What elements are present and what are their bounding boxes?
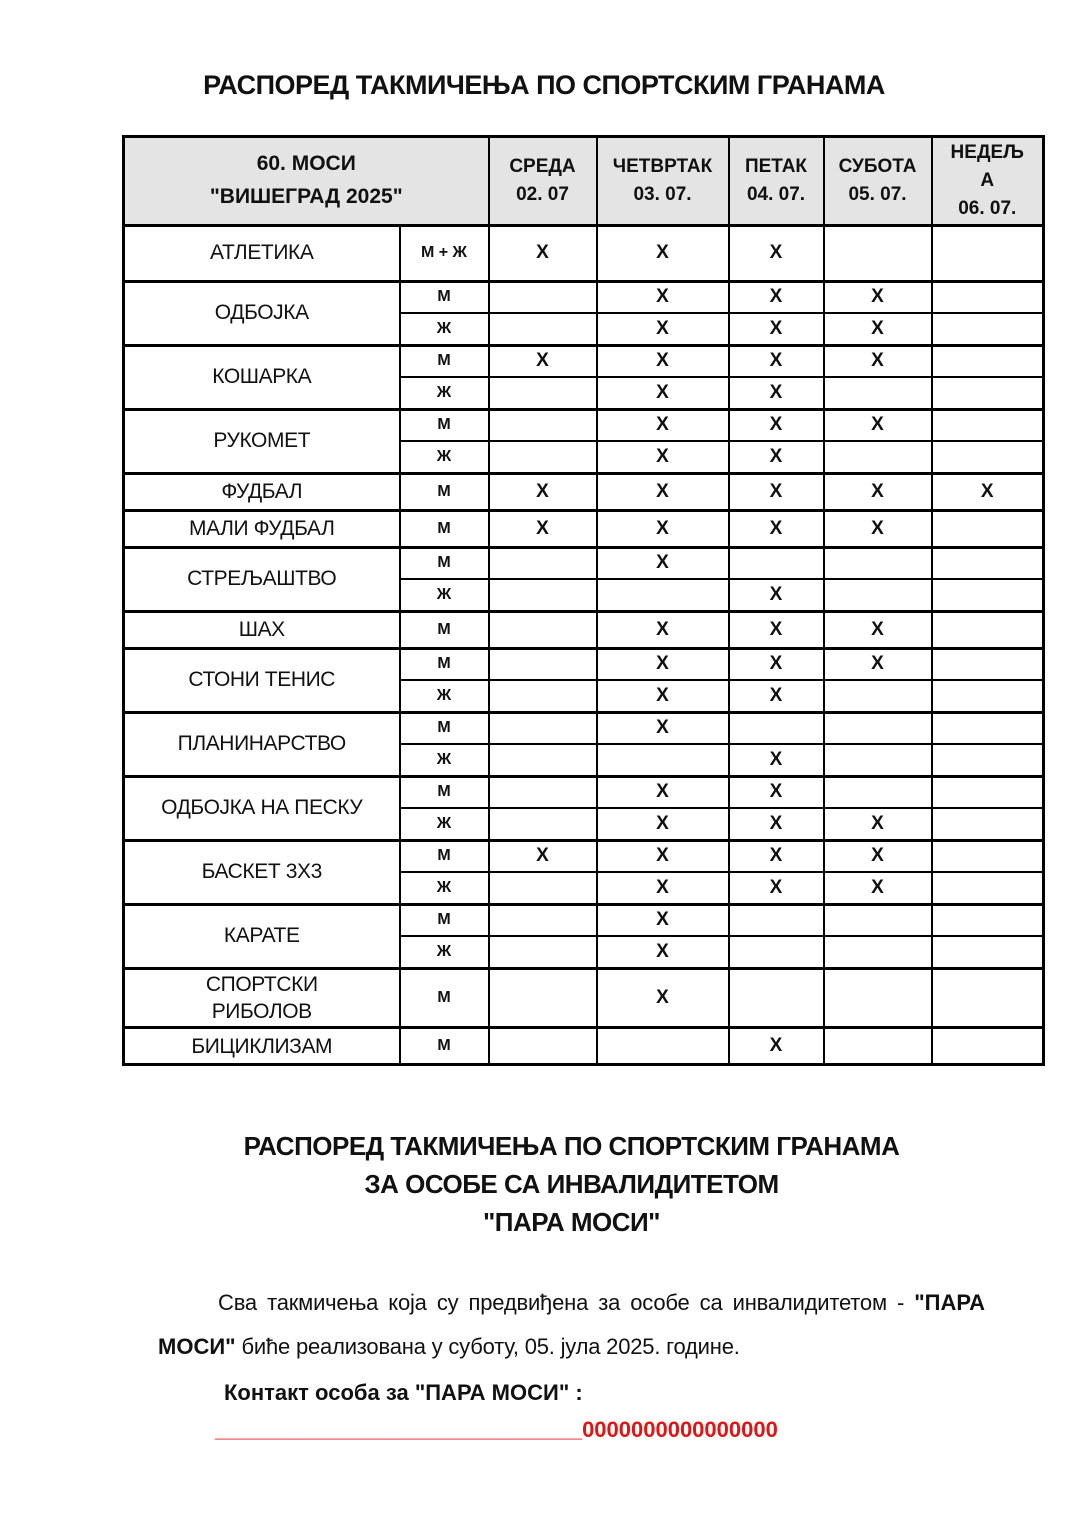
day-empty-cell	[932, 648, 1044, 680]
day-mark-cell: X	[597, 648, 729, 680]
day-empty-cell	[489, 281, 597, 313]
sport-row	[124, 611, 1044, 648]
day-empty-cell	[932, 968, 1044, 1028]
sport-name-line: СТРЕЉАШТВО	[187, 567, 337, 591]
day-mark-cell: X	[597, 409, 729, 441]
day-empty-cell	[824, 579, 932, 611]
day-empty-cell	[932, 547, 1044, 579]
sport-name-cell	[124, 968, 400, 1028]
day-mark-cell: X	[597, 441, 729, 473]
day-mark-cell: X	[824, 808, 932, 840]
day-mark-cell: X	[597, 547, 729, 579]
day-empty-cell	[824, 441, 932, 473]
day-header-saturday: СУБОТА 05. 07.	[824, 137, 932, 226]
day-mark-cell: X	[729, 225, 824, 281]
day-empty-cell	[932, 579, 1044, 611]
sport-name-cell	[124, 225, 400, 281]
day-empty-cell	[824, 936, 932, 968]
contact-person-label: Контакт особа за "ПАРА МОСИ" :	[224, 1380, 583, 1406]
day-empty-cell	[597, 744, 729, 776]
day-mark-cell: X	[729, 281, 824, 313]
gender-cell: М	[400, 547, 489, 579]
day-mark-cell: X	[729, 345, 824, 377]
day-mark-cell: X	[597, 680, 729, 712]
sport-row	[124, 648, 1044, 680]
sport-row	[124, 840, 1044, 872]
day-mark-cell: X	[597, 377, 729, 409]
day-mark-cell: X	[824, 611, 932, 648]
page-title: РАСПОРЕД ТАКМИЧЕЊА ПО СПОРТСКИМ ГРАНАМА	[203, 70, 885, 100]
day-empty-cell	[932, 840, 1044, 872]
day-mark-cell: X	[729, 840, 824, 872]
sport-name-cell	[124, 473, 400, 510]
day-empty-cell	[489, 441, 597, 473]
day-mark-cell: X	[597, 611, 729, 648]
sport-name-cell	[124, 904, 400, 968]
sport-row	[124, 968, 1044, 1028]
day-empty-cell	[489, 1028, 597, 1065]
day-mark-cell: X	[489, 473, 597, 510]
day-mark-cell: X	[597, 808, 729, 840]
sport-row	[124, 225, 1044, 281]
day-empty-cell	[824, 776, 932, 808]
day-mark-cell: X	[729, 648, 824, 680]
day-empty-cell	[824, 377, 932, 409]
sport-name-line: РИБОЛОВ	[211, 999, 312, 1023]
day-mark-cell: X	[729, 510, 824, 547]
gender-cell: М	[400, 904, 489, 936]
sport-name-cell	[124, 547, 400, 611]
day-header-thursday: ЧЕТВРТАК 03. 07.	[597, 137, 729, 226]
day-mark-cell: X	[729, 611, 824, 648]
section2-title-line3: "ПАРА МОСИ"	[482, 1206, 661, 1237]
day-empty-cell	[729, 547, 824, 579]
day-mark-cell: X	[729, 872, 824, 904]
sport-row	[124, 473, 1044, 510]
sport-name-line: МАЛИ ФУДБАЛ	[189, 516, 335, 540]
section2-title	[158, 1128, 985, 1241]
phone-zeros: 0000000000000000	[582, 1417, 778, 1443]
day-mark-cell: X	[824, 473, 932, 510]
day-empty-cell	[932, 409, 1044, 441]
day-mark-cell: X	[597, 904, 729, 936]
day-mark-cell: X	[597, 313, 729, 345]
gender-cell: Ж	[400, 377, 489, 409]
para-mosi-paragraph	[158, 1281, 985, 1369]
day-mark-cell: X	[597, 345, 729, 377]
day-mark-cell: X	[597, 473, 729, 510]
day-empty-cell	[932, 313, 1044, 345]
table-header	[124, 137, 1044, 226]
day-empty-cell	[489, 680, 597, 712]
day-empty-cell	[932, 377, 1044, 409]
day-empty-cell	[824, 712, 932, 744]
day-empty-cell	[932, 712, 1044, 744]
sport-row	[124, 1028, 1044, 1065]
gender-cell: М	[400, 776, 489, 808]
day-empty-cell	[597, 579, 729, 611]
day-mark-cell: X	[932, 473, 1044, 510]
section2-title-line2: ЗА ОСОБЕ СА ИНВАЛИДИТЕТОМ	[364, 1168, 779, 1199]
day-mark-cell: X	[729, 680, 824, 712]
day-mark-cell: X	[597, 281, 729, 313]
para-mosi-section	[158, 1128, 985, 1446]
day-empty-cell	[489, 744, 597, 776]
gender-cell: М	[400, 281, 489, 313]
gender-cell: М	[400, 345, 489, 377]
day-mark-cell: X	[489, 510, 597, 547]
day-empty-cell	[489, 409, 597, 441]
sport-name-cell	[124, 648, 400, 712]
event-title-cell	[124, 137, 489, 226]
day-empty-cell	[824, 904, 932, 936]
day-empty-cell	[729, 936, 824, 968]
day-empty-cell	[932, 744, 1044, 776]
event-title-line1: 60. МОСИ	[256, 152, 356, 176]
gender-cell: Ж	[400, 441, 489, 473]
sport-name-cell	[124, 345, 400, 409]
day-empty-cell	[489, 904, 597, 936]
day-mark-cell: X	[597, 968, 729, 1028]
day-mark-cell: X	[729, 473, 824, 510]
gender-cell: Ж	[400, 680, 489, 712]
day-mark-cell: X	[597, 872, 729, 904]
sport-row	[124, 510, 1044, 547]
day-empty-cell	[824, 968, 932, 1028]
gender-cell: М	[400, 1028, 489, 1065]
sport-name-line: СТОНИ ТЕНИС	[188, 668, 336, 692]
day-empty-cell	[824, 680, 932, 712]
paragraph-text-end: биће реализована у суботу, 05. јула 2025. године.	[235, 1334, 740, 1360]
day-empty-cell	[932, 345, 1044, 377]
day-empty-cell	[932, 680, 1044, 712]
day-empty-cell	[489, 936, 597, 968]
day-mark-cell: X	[729, 808, 824, 840]
sport-name-cell	[124, 510, 400, 547]
day-empty-cell	[489, 377, 597, 409]
sport-name-cell	[124, 409, 400, 473]
day-empty-cell	[932, 510, 1044, 547]
gender-cell: Ж	[400, 936, 489, 968]
sport-name-line: ШАХ	[238, 617, 285, 641]
sport-row	[124, 712, 1044, 744]
gender-cell: М + Ж	[400, 225, 489, 281]
sport-name-cell	[124, 1028, 400, 1065]
sport-row	[124, 409, 1044, 441]
day-empty-cell	[824, 225, 932, 281]
day-mark-cell: X	[729, 776, 824, 808]
day-empty-cell	[489, 579, 597, 611]
sport-row	[124, 904, 1044, 936]
day-mark-cell: X	[729, 313, 824, 345]
day-mark-cell: X	[597, 936, 729, 968]
event-title-line2: "ВИШЕГРАД 2025"	[209, 184, 403, 208]
day-empty-cell	[489, 872, 597, 904]
day-empty-cell	[824, 1028, 932, 1065]
contact-placeholder-line	[158, 1415, 985, 1446]
day-empty-cell	[932, 1028, 1044, 1065]
day-mark-cell: X	[824, 648, 932, 680]
gender-cell: М	[400, 712, 489, 744]
blank-underscores: ______________________________	[215, 1417, 583, 1443]
gender-cell: М	[400, 510, 489, 547]
gender-cell: М	[400, 968, 489, 1028]
day-empty-cell	[932, 808, 1044, 840]
day-mark-cell: X	[729, 409, 824, 441]
sport-name-line: ОДБОЈКА НА ПЕСКУ	[161, 796, 363, 820]
day-empty-cell	[932, 281, 1044, 313]
sport-name-line: КОШАРКА	[212, 365, 312, 389]
day-mark-cell: X	[824, 345, 932, 377]
day-empty-cell	[489, 712, 597, 744]
gender-cell: М	[400, 611, 489, 648]
day-mark-cell: X	[489, 225, 597, 281]
sport-name-cell	[124, 712, 400, 776]
day-empty-cell	[824, 744, 932, 776]
table-body	[124, 225, 1044, 1065]
day-mark-cell: X	[489, 345, 597, 377]
day-header-friday: ПЕТАК 04. 07.	[729, 137, 824, 226]
gender-cell: М	[400, 840, 489, 872]
day-empty-cell	[932, 872, 1044, 904]
gender-cell: Ж	[400, 872, 489, 904]
day-header-sunday: НЕДЕЉ А 06. 07.	[932, 137, 1044, 226]
gender-cell: Ж	[400, 744, 489, 776]
day-empty-cell	[932, 904, 1044, 936]
day-mark-cell: X	[729, 579, 824, 611]
day-mark-cell: X	[824, 840, 932, 872]
sport-row	[124, 547, 1044, 579]
day-empty-cell	[932, 225, 1044, 281]
day-empty-cell	[932, 936, 1044, 968]
gender-cell: М	[400, 473, 489, 510]
day-mark-cell: X	[489, 840, 597, 872]
day-empty-cell	[729, 904, 824, 936]
day-empty-cell	[932, 441, 1044, 473]
header-row	[124, 137, 1044, 226]
day-empty-cell	[597, 1028, 729, 1065]
sport-name-line: БАСКЕТ 3X3	[201, 860, 322, 884]
day-mark-cell: X	[824, 872, 932, 904]
sport-row	[124, 345, 1044, 377]
day-empty-cell	[729, 712, 824, 744]
day-empty-cell	[489, 611, 597, 648]
sport-name-line: БИЦИКЛИЗАМ	[191, 1034, 333, 1058]
day-mark-cell: X	[729, 1028, 824, 1065]
sport-name-cell	[124, 281, 400, 345]
day-empty-cell	[932, 611, 1044, 648]
day-mark-cell: X	[729, 744, 824, 776]
sport-name-cell	[124, 840, 400, 904]
schedule-table	[122, 135, 1045, 1066]
sport-name-line: ФУДБАЛ	[221, 479, 303, 503]
sport-name-cell	[124, 611, 400, 648]
day-empty-cell	[824, 547, 932, 579]
day-empty-cell	[489, 547, 597, 579]
day-mark-cell: X	[824, 510, 932, 547]
sport-name-line: ОДБОЈКА	[214, 301, 309, 325]
sport-name-line: АТЛЕТИКА	[210, 241, 314, 265]
day-mark-cell: X	[597, 840, 729, 872]
day-header-wednesday: СРЕДА 02. 07	[489, 137, 597, 226]
sport-name-cell	[124, 776, 400, 840]
para-mosi-bold: "ПАРА МОСИ"	[158, 1290, 985, 1360]
day-mark-cell: X	[729, 377, 824, 409]
sport-name-line: ПЛАНИНАРСТВО	[177, 732, 346, 756]
day-empty-cell	[489, 808, 597, 840]
day-mark-cell: X	[597, 712, 729, 744]
gender-cell: М	[400, 648, 489, 680]
sport-row	[124, 776, 1044, 808]
day-empty-cell	[932, 776, 1044, 808]
day-empty-cell	[489, 968, 597, 1028]
sport-name-line: РУКОМЕТ	[213, 429, 311, 453]
gender-cell: Ж	[400, 808, 489, 840]
day-empty-cell	[729, 968, 824, 1028]
day-mark-cell: X	[597, 225, 729, 281]
paragraph-text-start: Сва такмичења која су предвиђена за особе са инвалидитетом -	[218, 1290, 915, 1316]
sport-row	[124, 281, 1044, 313]
day-empty-cell	[489, 313, 597, 345]
sport-name-line: КАРАТЕ	[223, 924, 300, 948]
day-mark-cell: X	[824, 313, 932, 345]
day-empty-cell	[489, 648, 597, 680]
gender-cell: М	[400, 409, 489, 441]
gender-cell: Ж	[400, 579, 489, 611]
day-empty-cell	[489, 776, 597, 808]
day-mark-cell: X	[597, 510, 729, 547]
sport-name-line: СПОРТСКИ	[205, 972, 318, 996]
day-mark-cell: X	[824, 409, 932, 441]
gender-cell: Ж	[400, 313, 489, 345]
day-mark-cell: X	[824, 281, 932, 313]
day-mark-cell: X	[597, 776, 729, 808]
day-mark-cell: X	[729, 441, 824, 473]
section2-title-line1: РАСПОРЕД ТАКМИЧЕЊА ПО СПОРТСКИМ ГРАНАМА	[243, 1131, 900, 1162]
